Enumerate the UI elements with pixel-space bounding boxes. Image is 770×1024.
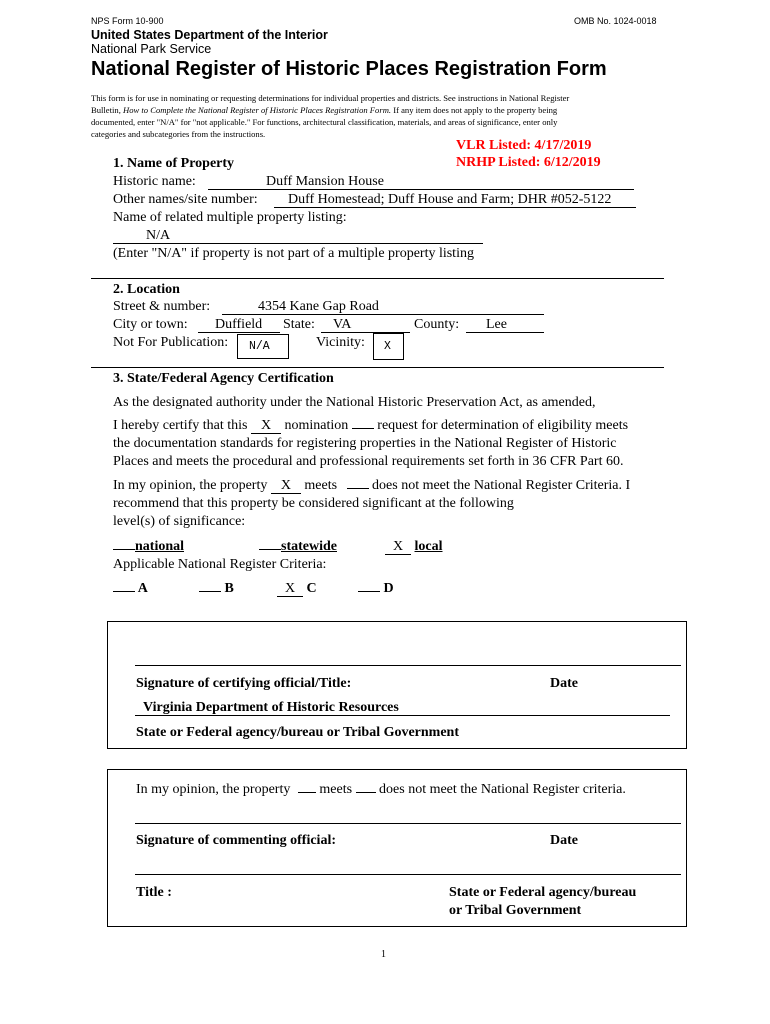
intro-line-4: categories and subcategories from the instructions. xyxy=(91,129,266,139)
authority-text: As the designated authority under the National Historic Preservation Act, as amended, xyxy=(113,395,596,410)
certify-line-2: the documentation standards for registering properties in the National Register of Historic xyxy=(113,436,617,451)
criterion-b-mark-field[interactable] xyxy=(199,591,221,592)
criterion-c-mark: X xyxy=(284,581,296,596)
comment-not-meet-field[interactable] xyxy=(356,792,376,793)
national-mark-field[interactable] xyxy=(113,549,135,550)
certify-agency-value: Virginia Department of Historic Resources xyxy=(143,700,399,715)
certify-date-label: Date xyxy=(550,676,578,691)
level-national[interactable] xyxy=(113,539,184,555)
certify-text-a: I hereby certify that this xyxy=(113,418,248,433)
comment-opinion-c: does not meet the National Register criteria. xyxy=(379,782,626,797)
comment-signature-line[interactable] xyxy=(135,874,681,875)
statewide-mark-field[interactable] xyxy=(259,549,281,550)
request-mark-field[interactable] xyxy=(352,428,374,429)
intro-line-2 xyxy=(91,104,681,116)
meets-mark: X xyxy=(280,478,291,493)
comment-date-label: Date xyxy=(550,833,578,848)
nomination-mark: X xyxy=(260,418,272,433)
criterion-a-label: A xyxy=(137,581,148,596)
related-listing-label: Name of related multiple property listing: xyxy=(113,210,347,225)
nomination-mark-field[interactable] xyxy=(251,419,281,434)
criterion-b[interactable] xyxy=(199,581,234,597)
page-number: 1 xyxy=(381,949,386,960)
comment-separator-line xyxy=(135,823,681,824)
comment-title-label: Title : xyxy=(136,885,172,900)
department-name: United States Department of the Interior xyxy=(91,28,328,42)
vicinity-checkbox[interactable] xyxy=(373,333,404,360)
other-names-field[interactable] xyxy=(274,192,636,208)
criterion-d-label: D xyxy=(383,581,394,596)
county-label: County: xyxy=(414,317,460,332)
certify-text-c: request for determination of eligibility meets xyxy=(377,418,629,433)
criterion-c-label: C xyxy=(306,581,317,596)
comment-meets-field[interactable] xyxy=(298,792,316,793)
section-divider-1 xyxy=(91,278,664,279)
local-mark-field[interactable] xyxy=(385,540,411,555)
section-3-heading: 3. State/Federal Agency Certification xyxy=(113,371,334,386)
not-meet-mark-field[interactable] xyxy=(347,488,369,489)
level-statewide[interactable] xyxy=(259,539,337,555)
intro-paragraph xyxy=(91,92,681,140)
related-listing-note: (Enter "N/A" if property is not part of a multiple property listing xyxy=(113,246,474,261)
criterion-c-mark-field[interactable] xyxy=(277,582,303,597)
intro-line-3: documented, enter "N/A" for "not applicable." For functions, architectural classification, materials, and areas of significance, enter only xyxy=(91,117,558,127)
comment-opinion-b: meets xyxy=(319,782,353,797)
comment-opinion-a: In my opinion, the property xyxy=(136,782,291,797)
criterion-a-mark-field[interactable] xyxy=(113,591,135,592)
certify-signature-label: Signature of certifying official/Title: xyxy=(136,676,352,691)
street-label: Street & number: xyxy=(113,299,211,314)
criterion-c[interactable] xyxy=(277,581,317,597)
section-2-heading: 2. Location xyxy=(113,282,180,297)
historic-name-value: Duff Mansion House xyxy=(266,174,384,189)
local-mark: X xyxy=(392,539,404,554)
certify-agency-field[interactable] xyxy=(135,700,670,716)
statewide-label: statewide xyxy=(281,539,337,554)
other-names-label: Other names/site number: xyxy=(113,192,258,207)
page-title: National Register of Historic Places Registration Form xyxy=(91,58,607,80)
comment-agency-line-2: or Tribal Government xyxy=(449,903,582,918)
criterion-b-label: B xyxy=(224,581,234,596)
vlr-listed-date: VLR Listed: 4/17/2019 xyxy=(456,138,592,153)
comment-signature-label: Signature of commenting official: xyxy=(136,833,336,848)
state-field[interactable] xyxy=(321,317,410,333)
criteria-label: Applicable National Register Criteria: xyxy=(113,557,327,572)
intro-line-2b: If any item does not apply to the property being xyxy=(393,105,558,115)
criterion-d-mark-field[interactable] xyxy=(358,591,380,592)
historic-name-field[interactable] xyxy=(208,174,634,190)
intro-line-2a: Bulletin, xyxy=(91,105,121,115)
certify-line-1 xyxy=(113,418,628,434)
local-label: local xyxy=(414,539,443,554)
service-name: National Park Service xyxy=(91,42,212,56)
level-local[interactable] xyxy=(385,539,443,555)
certify-signature-line[interactable] xyxy=(135,665,681,666)
related-listing-value: N/A xyxy=(146,228,171,243)
city-field[interactable] xyxy=(198,317,280,333)
vicinity-value: X xyxy=(384,340,391,353)
publication-checkbox[interactable] xyxy=(237,334,289,359)
certify-text-b: nomination xyxy=(284,418,349,433)
state-label: State: xyxy=(283,317,315,332)
opinion-text-c: does not meet the National Register Criteria. I xyxy=(372,478,631,493)
omb-number: OMB No. 1024-0018 xyxy=(574,16,657,26)
criterion-d[interactable] xyxy=(358,581,394,597)
national-label: national xyxy=(135,539,185,554)
historic-name-label: Historic name: xyxy=(113,174,196,189)
comment-opinion-line xyxy=(136,782,626,798)
state-value: VA xyxy=(333,317,352,332)
form-number: NPS Form 10-900 xyxy=(91,16,164,26)
related-listing-field[interactable] xyxy=(113,228,483,244)
meets-mark-field[interactable] xyxy=(271,479,301,494)
other-names-value: Duff Homestead; Duff House and Farm; DHR #052-5122 xyxy=(288,192,612,207)
city-label: City or town: xyxy=(113,317,188,332)
certify-line-3: Places and meets the procedural and professional requirements set forth in 36 CFR Part 60. xyxy=(113,454,624,469)
section-1-heading: 1. Name of Property xyxy=(113,156,235,171)
opinion-line-1 xyxy=(113,478,630,494)
county-field[interactable] xyxy=(466,317,544,333)
nrhp-listed-date: NRHP Listed: 6/12/2019 xyxy=(456,155,601,170)
criterion-a[interactable] xyxy=(113,581,148,597)
publication-value: N/A xyxy=(249,340,270,353)
city-value: Duffield xyxy=(215,317,263,332)
intro-line-2-italic: How to Complete the National Register of Historic Places Registration Form. xyxy=(123,105,392,115)
vicinity-label: Vicinity: xyxy=(316,335,365,350)
opinion-line-2: recommend that this property be considered significant at the following xyxy=(113,496,514,511)
street-value: 4354 Kane Gap Road xyxy=(258,299,379,314)
certify-agency-label: State or Federal agency/bureau or Tribal Government xyxy=(136,725,460,740)
opinion-line-3: level(s) of significance: xyxy=(113,514,246,529)
section-divider-2 xyxy=(91,367,664,368)
intro-line-1: This form is for use in nominating or requesting determinations for individual properties and districts. See instructions in National Register xyxy=(91,93,570,103)
street-field[interactable] xyxy=(222,299,544,315)
opinion-text-b: meets xyxy=(304,478,338,493)
county-value: Lee xyxy=(486,317,507,332)
opinion-text-a: In my opinion, the property xyxy=(113,478,268,493)
publication-label: Not For Publication: xyxy=(113,335,229,350)
comment-agency-line-1: State or Federal agency/bureau xyxy=(449,885,637,900)
